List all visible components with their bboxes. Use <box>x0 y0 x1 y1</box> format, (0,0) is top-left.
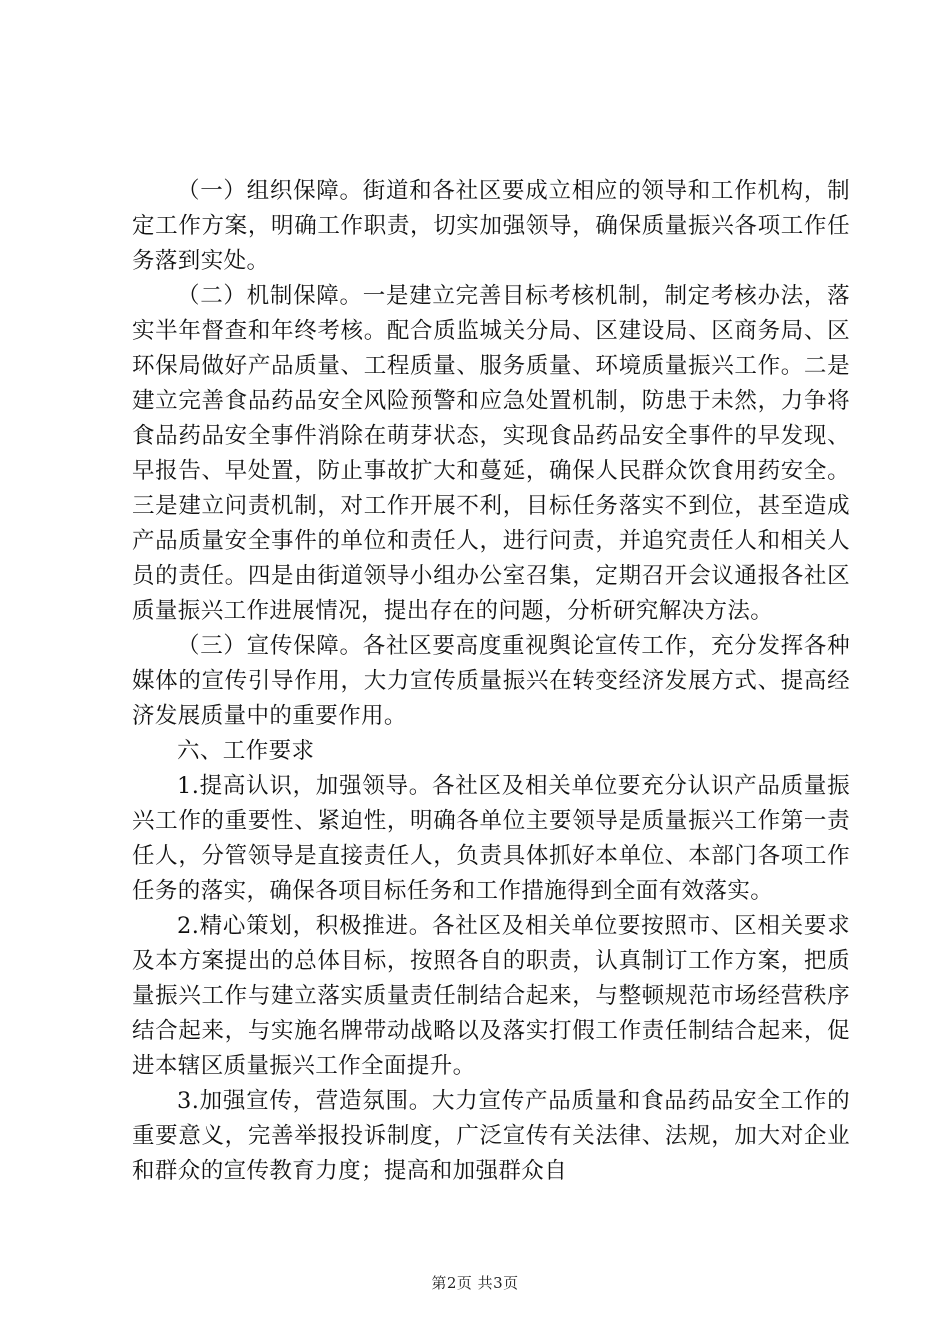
paragraph-requirement-2: 2.精心策划，积极推进。各社区及相关单位要按照市、区相关要求及本方案提出的总体目标，按照各自的职责，认真制订工作方案，把质量振兴工作与建立落实质量责任制结合起来，与整顿规范市场经营秩序结合起来，与实施名牌带动战略以及落实打假工作责任制结合起来，促进本辖区质量振兴工作全面提升。 <box>132 913 850 1079</box>
paragraph-requirement-3: 3.加强宣传，营造氛围。大力宣传产品质量和食品药品安全工作的重要意义，完善举报投诉制度，广泛宣传有关法律、法规，加大对企业和群众的宣传教育力度；提高和加强群众自 <box>132 1088 850 1184</box>
paragraph-publicity-guarantee: （三）宣传保障。各社区要高度重视舆论宣传工作，充分发挥各种媒体的宣传引导作用，大力宣传质量振兴在转变经济发展方式、提高经济发展质量中的重要作用。 <box>132 633 850 729</box>
document-body <box>132 174 850 1189</box>
paragraph-requirement-1: 1.提高认识，加强领导。各社区及相关单位要充分认识产品质量振兴工作的重要性、紧迫性，明确各单位主要领导是质量振兴工作第一责任人，分管领导是直接责任人，负责具体抓好本单位、本部门各项工作任务的落实，确保各项目标任务和工作措施得到全面有效落实。 <box>132 773 850 904</box>
paragraph-mechanism-guarantee: （二）机制保障。一是建立完善目标考核机制，制定考核办法，落实半年督查和年终考核。配合质监城关分局、区建设局、区商务局、区环保局做好产品质量、工程质量、服务质量、环境质量振兴工作。二是建立完善食品药品安全风险预警和应急处置机制，防患于未然，力争将食品药品安全事件消除在萌芽状态，实现食品药品安全事件的早发现、早报告、早处置，防止事故扩大和蔓延，确保人民群众饮食用药安全。三是建立问责机制，对工作开展不利，目标任务落实不到位，甚至造成产品质量安全事件的单位和责任人，进行问责，并追究责任人和相关人员的责任。四是由街道领导小组办公室召集，定期召开会议通报各社区质量振兴工作进展情况，提出存在的问题，分析研究解决方法。 <box>132 283 850 624</box>
paragraph-organization-guarantee: （一）组织保障。街道和各社区要成立相应的领导和工作机构，制定工作方案，明确工作职责，切实加强领导，确保质量振兴各项工作任务落到实处。 <box>132 178 850 274</box>
section-heading-work-requirements: 六、工作要求 <box>177 738 315 764</box>
page-number-footer: 第2页 共3页 <box>431 1274 519 1292</box>
